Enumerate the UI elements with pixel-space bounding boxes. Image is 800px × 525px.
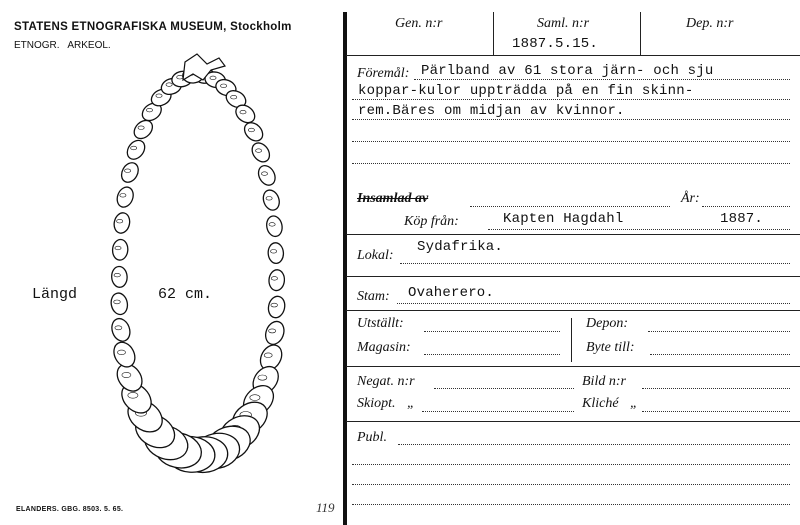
rule-after-stam [346,310,800,311]
lokal-dotline-1 [400,263,790,264]
ar-label: År: [681,191,700,206]
necklace-bead [265,215,284,238]
number-divider-1 [493,12,494,55]
foremal-line-2: koppar-kulor uppträdda på en fin skinn- [358,83,694,99]
necklace-bead [266,295,286,320]
kliche-ditto: „ [630,396,638,411]
necklace-bead [110,339,139,371]
magasin-label: Magasin: [357,340,411,355]
number-row-rule [346,55,800,56]
rule-after-kop [346,234,800,235]
stam-dotline [397,303,790,304]
negat-nr-label: Negat. n:r [357,374,415,389]
magasin-dotline [424,354,560,355]
necklace-bead [111,266,128,288]
foremal-dotline-1 [414,79,790,80]
lokal-label: Lokal: [357,248,394,263]
card-left-rule [343,12,347,525]
foremal-dotline-2 [352,99,790,100]
foremal-dotline-4 [352,141,790,142]
rule-after-lokal [346,276,800,277]
byte-till-dotline [650,354,790,355]
necklace-drawing [0,0,345,525]
necklace-bead [261,188,282,213]
necklace-bead [241,119,266,144]
publ-dotline-1 [398,444,790,445]
ar-dotline [702,206,790,207]
length-value: 62 cm. [158,286,213,303]
necklace-bead [255,163,278,188]
necklace-bead [114,185,136,210]
foremal-line-1: Pärlband av 61 stora järn- och sju [421,63,714,79]
necklace-bead [112,211,131,234]
utstallt-divider [571,318,572,362]
skiopt-dotline [422,411,574,412]
kliche-label: Kliché [582,396,619,411]
museum-city: Stockholm [230,21,292,33]
length-label: Längd [32,286,78,303]
utstallt-dotline [424,331,560,332]
printer-mark: ELANDERS. GBG. 8503. 5. 65. [16,506,124,513]
necklace-bead [112,239,129,261]
publ-label: Publ. [357,430,387,445]
insamlad-label: Insamlad av [357,191,429,206]
necklace-bead [118,160,141,185]
saml-nr-label: Saml. n:r [537,16,590,31]
necklace-bead [268,242,284,264]
kop-dotline [488,229,790,230]
publ-dotline-2 [352,464,790,465]
foremal-label: Föremål: [357,66,410,81]
necklace-bead [262,319,287,347]
necklace-bead [124,137,149,163]
handwritten-number: 119 [316,500,335,515]
kop-fran-value: Kapten Hagdahl [503,211,624,227]
rule-after-magasin [346,366,800,367]
stam-value: Ovaherero. [408,285,495,301]
kliche-dotline [642,411,790,412]
saml-nr-value: 1887.5.15. [512,36,599,52]
depon-label: Depon: [586,316,628,331]
foremal-dotline-5 [352,163,790,164]
kop-fran-label: Köp från: [404,214,459,229]
insamlad-dotline [470,206,670,207]
byte-till-label: Byte till: [586,340,635,355]
necklace-bead [109,316,133,344]
dep-nr-label: Dep. n:r [686,16,734,31]
publ-dotline-3 [352,484,790,485]
rule-after-kliche [346,421,800,422]
necklace-bead [268,269,285,291]
negat-dotline [434,388,574,389]
publ-dotline-4 [352,504,790,505]
skiopt-label: Skiopt. [357,396,396,411]
kop-fran-year: 1887. [720,211,764,227]
depon-dotline [648,331,790,332]
museum-name: STATENS ETNOGRAFISKA MUSEUM, [14,21,227,33]
foremal-dotline-3 [352,119,790,120]
skiopt-ditto: „ [407,396,415,411]
utstallt-label: Utställt: [357,316,404,331]
stam-label: Stam: [357,289,390,304]
bild-dotline [642,388,790,389]
necklace-bead [109,292,129,316]
gen-nr-label: Gen. n:r [395,16,443,31]
lokal-value: Sydafrika. [417,239,504,255]
number-divider-2 [640,12,641,55]
foremal-line-3: rem.Bäres om midjan av kvinnor. [358,103,625,119]
bild-nr-label: Bild n:r [582,374,626,389]
department-line: ETNOGR. ARKEOL. [14,40,111,51]
necklace-bead [249,140,273,166]
